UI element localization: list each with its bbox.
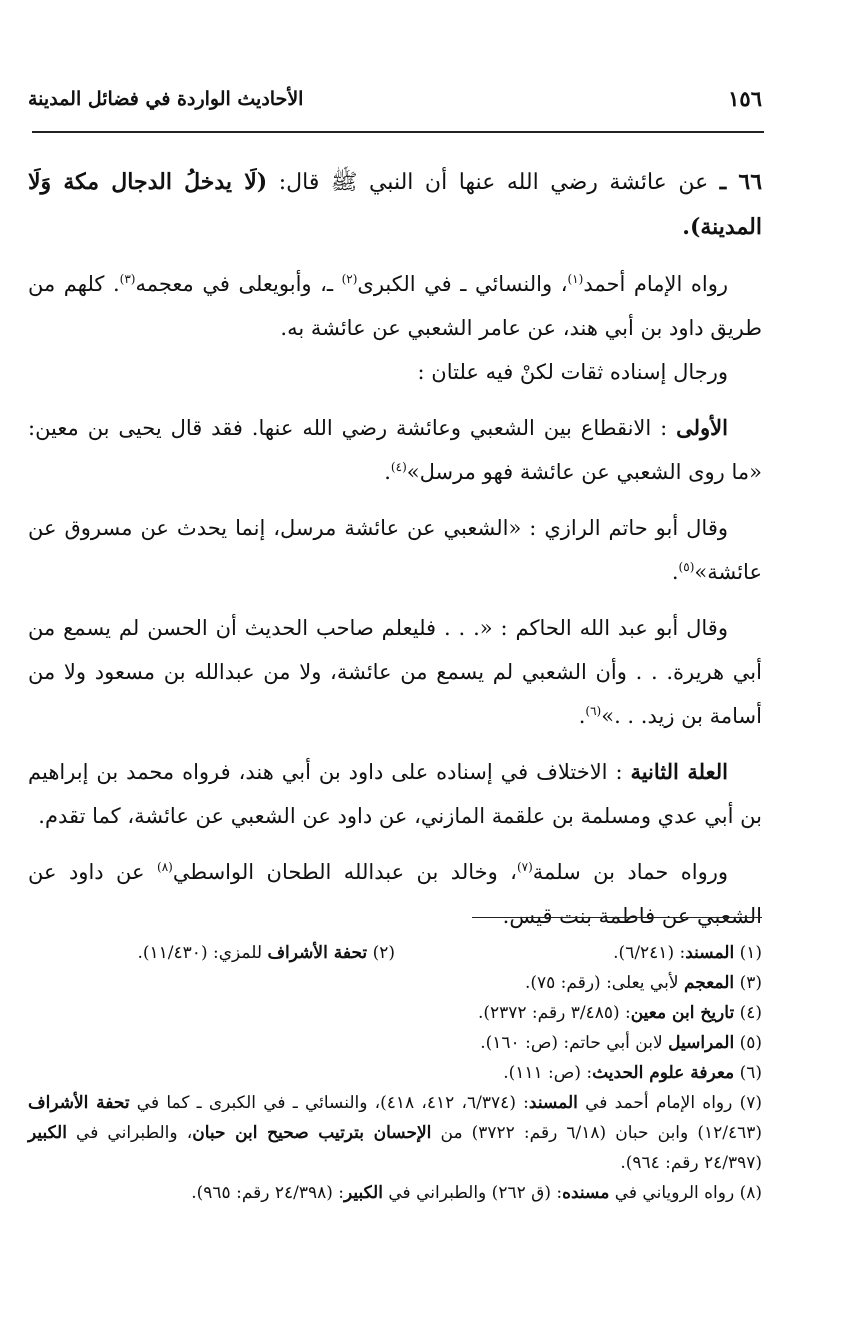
footnote-3-source: المعجم	[683, 973, 735, 993]
p5-a: وقال أبو عبد الله الحاكم : «. . . فليعلم صاحب الحديث أن الحسن لم يسمع من أبي هريرة. . . وأن الشعبي لم يسمع من عائشة، ولا من عبدالله بن مسعود ولا من أسامة بن زيد. . .»	[28, 616, 762, 728]
paragraph-2: ورجال إسناده ثقات لكنْ فيه علتان :	[417, 360, 728, 384]
paragraph-5	[28, 606, 762, 738]
footnote-6-source: معرفة علوم الحديث	[592, 1063, 735, 1083]
footnote-7-number: (٧)	[739, 1093, 762, 1113]
footnote-6-number: (٦)	[739, 1063, 762, 1083]
footnote-ref-6: (٦)	[585, 704, 602, 718]
footnote-4-source: تاريخ ابن معين	[630, 1003, 735, 1023]
footnote-ref-1: (١)	[567, 272, 584, 286]
footnote-7-source-2: تحفة الأشراف	[28, 1093, 130, 1113]
p1-c: ـ، وأبويعلى في معجمه	[135, 272, 342, 296]
footnote-6	[28, 1058, 762, 1088]
footnote-8-source-1: مسنده	[562, 1183, 610, 1203]
footnote-ref-3: (٣)	[119, 272, 136, 286]
p1-b: ، والنسائي ـ في الكبرى	[357, 272, 568, 296]
footnote-7-f: (٢٤/٣٩٧ رقم: ٩٦٤).	[620, 1153, 762, 1173]
footnote-8-c: : (ق ٢٦٢) والطبراني في	[382, 1183, 563, 1203]
p6-label: العلة الثانية	[630, 759, 729, 784]
p7-c: عن داود عن الشعبي عن فاطمة بنت قيس.	[28, 860, 762, 928]
footnote-4-ref: : (٣/٤٨٥ رقم: ٢٣٧٢).	[477, 1003, 631, 1023]
footnote-1-number: (١)	[739, 943, 762, 963]
paragraph-3	[28, 406, 762, 494]
footnote-8-number: (٨)	[739, 1183, 762, 1203]
footnote-7-c: : (٦/٣٧٤، ٤١٢، ٤١٨)، والنسائي ـ في الكبرى ـ كما في	[129, 1093, 529, 1113]
paragraph-6	[28, 750, 762, 838]
footnote-ref-5: (٥)	[678, 560, 695, 574]
footnote-2-ref: للمزي: (١١/٤٣٠).	[137, 943, 268, 963]
footnote-7-a: رواه الإمام أحمد في	[577, 1093, 740, 1113]
footnote-8-a: رواه الروياني في	[609, 1183, 740, 1203]
page-number: ١٥٦	[728, 86, 762, 111]
p7-b: ، وخالد بن عبدالله الطحان الواسطي	[172, 860, 517, 884]
footnote-5-source: المراسيل	[668, 1033, 735, 1053]
footnote-5-number: (٥)	[739, 1033, 762, 1053]
hadith-number: ٦٦ ـ	[719, 169, 763, 195]
paragraph-4	[28, 506, 762, 594]
footnote-5-ref: لابن أبي حاتم: (ص: ١٦٠).	[480, 1033, 669, 1053]
footnote-1	[395, 938, 762, 968]
header-rule	[32, 131, 764, 133]
p3-b: .	[384, 460, 391, 484]
hadith-intro: عن عائشة رضي الله عنها أن النبي ﷺ قال:	[278, 170, 709, 195]
footnote-7-source-3: الإحسان بترتيب صحيح ابن حبان	[192, 1123, 432, 1143]
footnote-8-d: : (٢٤/٣٩٨ رقم: ٩٦٥).	[191, 1183, 345, 1203]
footnote-1-ref: : (٦/٢٤١).	[613, 943, 686, 963]
p3-a: : الانقطاع بين الشعبي وعائشة رضي الله عنها. فقد قال يحيى بن معين: «ما روى الشعبي عن عائشة فهو مرسل»	[28, 416, 762, 484]
footnote-ref-8: (٨)	[157, 860, 173, 874]
footnote-3-ref: لأبي يعلى: (رقم: ٧٥).	[524, 973, 684, 993]
p1-d: . كلهم من طريق داود بن أبي هند، عن عامر الشعبي عن عائشة به.	[28, 272, 762, 340]
footnote-7-e: ، والطبراني في	[66, 1123, 193, 1143]
footnote-6-ref: : (ص: ١١١).	[503, 1063, 593, 1083]
footnote-3-number: (٣)	[739, 973, 762, 993]
footnote-4	[28, 998, 762, 1028]
footnote-8	[28, 1178, 762, 1208]
paragraph-7	[28, 850, 762, 938]
footnotes	[28, 938, 762, 1208]
p6-a: : الاختلاف في إسناده على داود بن أبي هند، فرواه محمد بن إبراهيم بن أبي عدي ومسلمة بن علقمة المازني، عن داود عن الشعبي عن عائشة، كما تقدم.	[28, 760, 762, 828]
footnote-7-source-4: الكبير	[28, 1123, 67, 1143]
page-header	[28, 86, 762, 116]
footnote-7	[28, 1088, 762, 1178]
footnote-7-source-1: المسند	[528, 1093, 578, 1113]
footnote-8-source-2: الكبير	[344, 1183, 383, 1203]
footnote-2	[28, 938, 395, 968]
footnote-5	[28, 1028, 762, 1058]
p1-a: رواه الإمام أحمد	[583, 272, 728, 296]
footnote-ref-4: (٤)	[390, 460, 407, 474]
p3-label: الأولى	[676, 415, 728, 440]
footnote-3	[28, 968, 762, 998]
footnote-7-d: (١٢/٤٦٣) وابن حبان (٦/١٨ رقم: ٣٧٢٢) من	[431, 1123, 763, 1143]
footnote-ref-7: (٧)	[516, 860, 533, 874]
footnote-1-source: المسند	[685, 943, 735, 963]
hadith-paragraph	[28, 160, 762, 250]
footnote-2-source: تحفة الأشراف	[267, 943, 368, 963]
footnote-rule	[472, 917, 762, 918]
footnote-ref-2: (٢)	[341, 272, 358, 286]
footnote-row-1-2	[28, 938, 762, 968]
running-title: الأحاديث الواردة في فضائل المدينة	[28, 88, 304, 110]
footnote-4-number: (٤)	[739, 1003, 762, 1023]
footnote-2-number: (٢)	[372, 943, 395, 963]
p4-a: وقال أبو حاتم الرازي : «الشعبي عن عائشة مرسل، إنما يحدث عن مسروق عن عائشة»	[28, 516, 762, 584]
hadith-text: (لَا يدخلُ الدجال مكة وَلَا المدينة).	[28, 169, 762, 240]
main-text	[28, 160, 762, 950]
p5-b: .	[578, 704, 586, 728]
p4-b: .	[671, 560, 679, 584]
paragraph-1	[28, 262, 762, 350]
p7-a: ورواه حماد بن سلمة	[532, 860, 728, 884]
